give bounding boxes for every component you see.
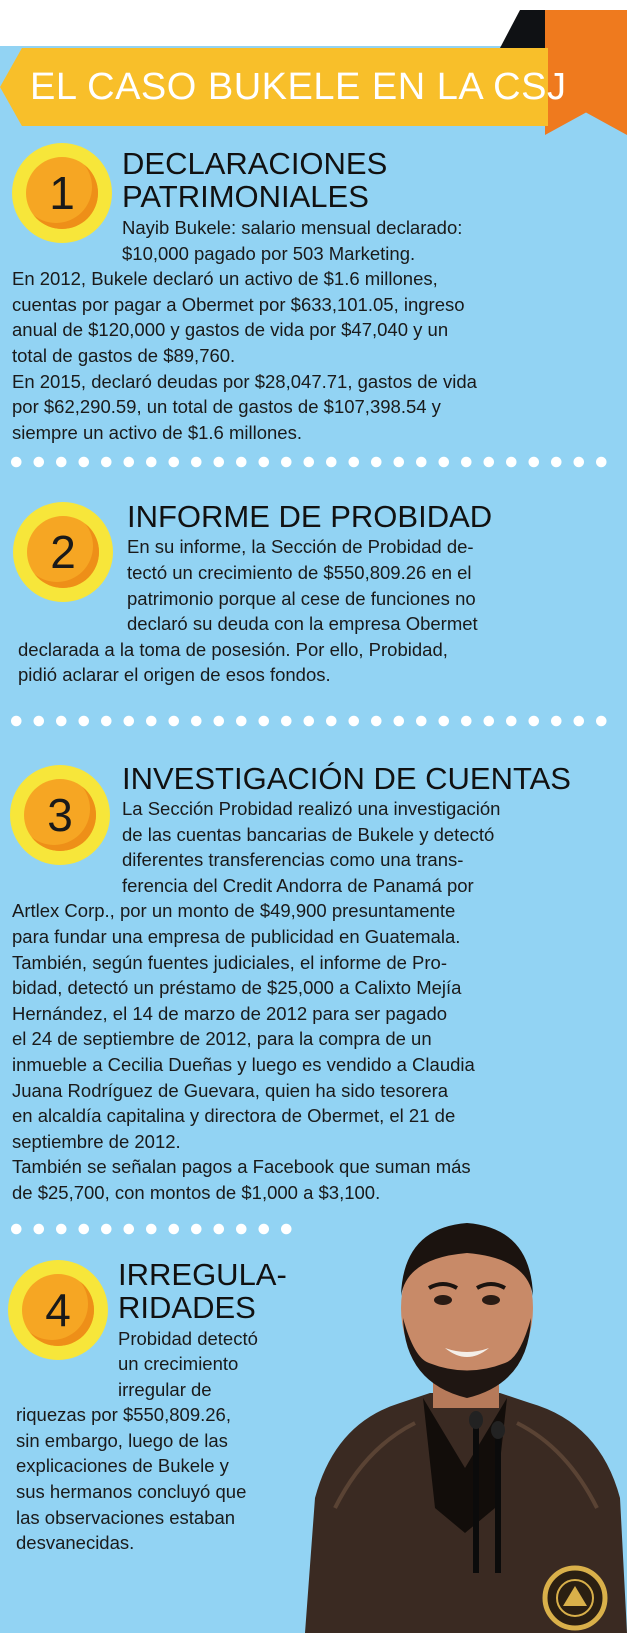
section-3-text-line: Artlex Corp., por un monto de $49,900 presuntamente [12, 900, 456, 921]
section-1-title-line-1: DECLARACIONES [122, 146, 388, 181]
section-4-title-line-2: RIDADES [118, 1290, 256, 1325]
badge-number: 1 [49, 167, 75, 219]
section-1-text-line: $10,000 pagado por 503 Marketing. [122, 243, 416, 264]
section-2-title: INFORME DE PROBIDAD [127, 499, 493, 534]
section-3-text-line: Juana Rodríguez de Guevara, quien ha sido tesorera [12, 1080, 449, 1101]
section-3-text-line: de $25,700, con montos de $1,000 a $3,100. [12, 1182, 381, 1203]
section-3-title: INVESTIGACIÓN DE CUENTAS [122, 761, 571, 796]
section-1-text-line: cuentas por pagar a Obermet por $633,101.05, ingreso [12, 294, 465, 315]
section-3-text-line: También, según fuentes judiciales, el informe de Pro- [12, 952, 447, 973]
number-badge-1 [12, 143, 112, 243]
page-title: EL CASO BUKELE EN LA CSJ [30, 66, 567, 108]
section-4-text-line: explicaciones de Bukele y [16, 1455, 229, 1476]
section-4-text-line: desvanecidas. [16, 1532, 135, 1553]
section-4-text-line: las observaciones estaban [16, 1507, 236, 1528]
section-1-text-line: Nayib Bukele: salario mensual declarado: [122, 217, 463, 238]
section-3-text-line: para fundar una empresa de publicidad en Guatemala. [12, 926, 461, 947]
section-3-text-line: en alcaldía capitalina y directora de Obermet, el 21 de [12, 1105, 456, 1126]
dotted-divider [5, 1223, 298, 1235]
section-4-text-line: Probidad detectó [118, 1328, 258, 1349]
section-2-text-line: En su informe, la Sección de Probidad de- [127, 536, 474, 557]
section-4-text-line: riquezas por $550,809.26, [16, 1404, 231, 1425]
section-3-text-line: diferentes transferencias como una trans- [122, 849, 464, 870]
number-badge-3 [10, 765, 110, 865]
badge-number: 4 [45, 1284, 71, 1336]
section-1-text-line: En 2015, declaró deudas por $28,047.71, gastos de vida [12, 371, 477, 392]
section-2-text-line: tectó un crecimiento de $550,809.26 en el [127, 562, 472, 583]
section-1-text-line: total de gastos de $89,760. [12, 345, 236, 366]
section-1-text-line: En 2012, Bukele declaró un activo de $1.6 millones, [12, 268, 438, 289]
section-4-text-line: irregular de [118, 1379, 212, 1400]
section-3-text-line: bidad, detectó un préstamo de $25,000 a Calixto Mejía [12, 977, 462, 998]
dotted-divider [5, 715, 612, 727]
number-badge-4 [8, 1260, 108, 1360]
section-3-text-line: ferencia del Credit Andorra de Panamá por [122, 875, 474, 896]
section-3-text-line: inmueble a Cecilia Dueñas y luego es vendido a Claudia [12, 1054, 475, 1075]
ribbon-fold-shadow [500, 10, 550, 48]
section-1-title-line-2: PATRIMONIALES [122, 179, 369, 214]
section-2-text-line: pidió aclarar el origen de esos fondos. [18, 664, 331, 685]
section-3-text-line: septiembre de 2012. [12, 1131, 181, 1152]
section-4-text-line: sus hermanos concluyó que [16, 1481, 247, 1502]
section-4-text-line: un crecimiento [118, 1353, 239, 1374]
badge-number: 3 [47, 789, 73, 841]
section-2-text-line: patrimonio porque al cese de funciones no [127, 588, 476, 609]
section-3-text-line: de las cuentas bancarias de Bukele y detectó [122, 824, 495, 845]
section-3-text-line: También se señalan pagos a Facebook que suman más [12, 1156, 471, 1177]
section-4-text-line: sin embargo, luego de las [16, 1430, 228, 1451]
section-4-title-line-1: IRREGULA- [118, 1257, 287, 1292]
section-3-text-line: Hernández, el 14 de marzo de 2012 para ser pagado [12, 1003, 448, 1024]
section-3-text-line: La Sección Probidad realizó una investigación [122, 798, 501, 819]
section-1-text-line: siempre un activo de $1.6 millones. [12, 422, 302, 443]
section-3-text-line: el 24 de septiembre de 2012, para la compra de un [12, 1028, 432, 1049]
section-1-text-line: por $62,290.59, un total de gastos de $107,398.54 y [12, 396, 441, 417]
person-portrait-icon [305, 1208, 627, 1633]
badge-number: 2 [50, 526, 76, 578]
dotted-divider [5, 456, 612, 468]
section-2-text-line: declaró su deuda con la empresa Obermet [127, 613, 478, 634]
section-1-text-line: anual de $120,000 y gastos de vida por $47,040 y un [12, 319, 449, 340]
number-badge-2 [13, 502, 113, 602]
section-2-text-line: declarada a la toma de posesión. Por ello, Probidad, [18, 639, 448, 660]
